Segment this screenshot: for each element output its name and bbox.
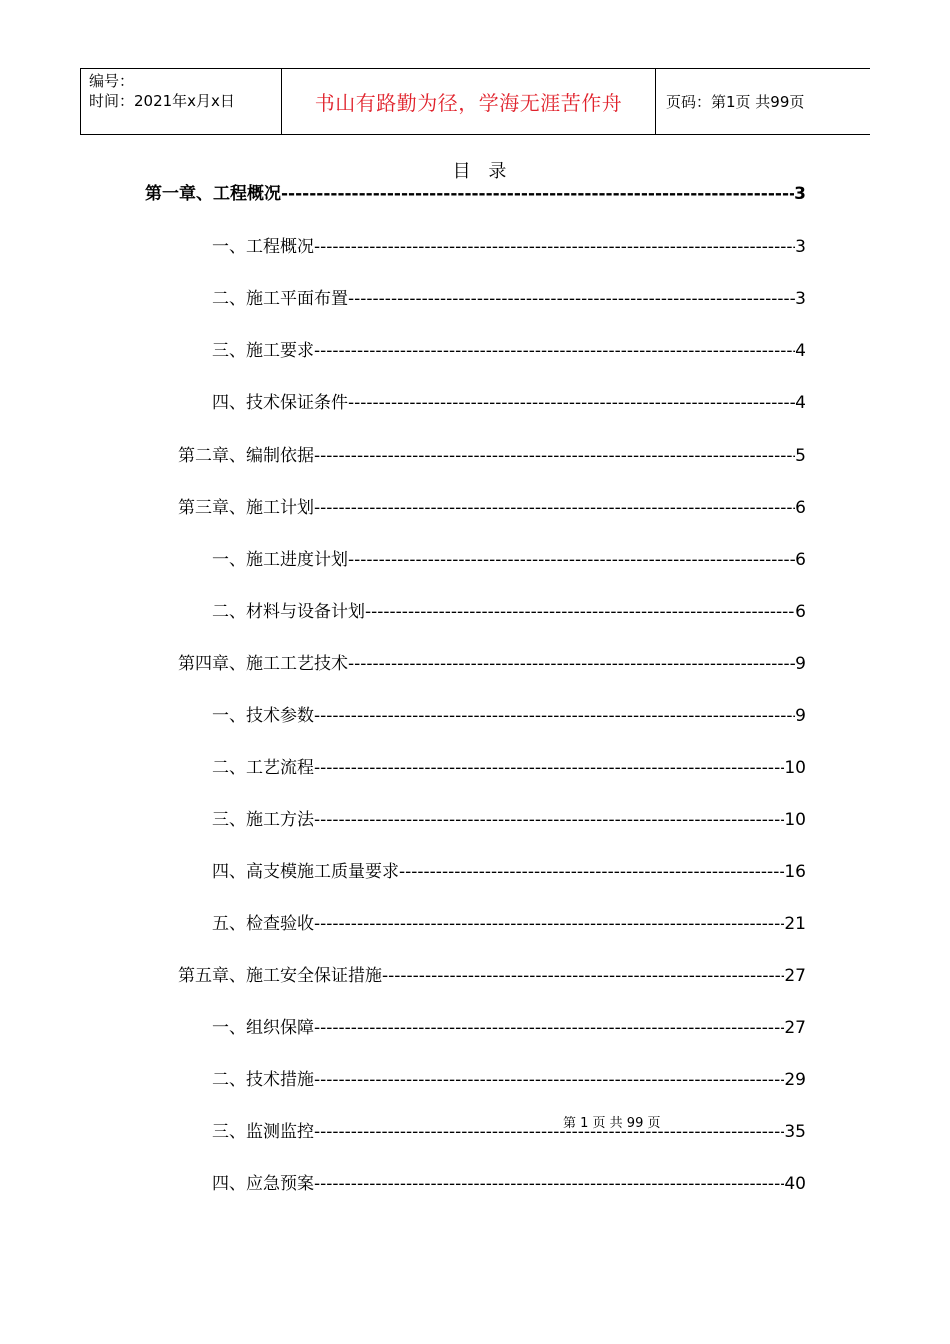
toc-entry-page: 3 xyxy=(795,237,806,257)
serial-label: 编号： xyxy=(89,72,135,90)
header-page-cell xyxy=(656,69,870,134)
toc-entry-page: 9 xyxy=(795,706,806,726)
toc-entry-section[interactable] xyxy=(212,1120,806,1144)
toc-entry-label: 三、施工要求 xyxy=(212,341,314,361)
toc-leader xyxy=(382,964,784,988)
toc-entry-section[interactable] xyxy=(212,1068,806,1092)
toc-entry-page: 10 xyxy=(784,758,806,778)
toc-leader xyxy=(314,339,795,363)
toc-entry-page: 4 xyxy=(795,341,806,361)
toc-entry-section[interactable] xyxy=(212,1016,806,1040)
toc-leader xyxy=(314,704,795,728)
toc-leader xyxy=(314,1172,784,1196)
toc-leader xyxy=(314,912,784,936)
toc-entry-chapter[interactable] xyxy=(178,496,806,520)
toc-entry-page: 16 xyxy=(784,862,806,882)
toc-entry-page: 27 xyxy=(784,1018,806,1038)
toc-leader xyxy=(281,182,794,206)
toc-entry-label: 四、技术保证条件 xyxy=(212,393,348,413)
toc-entry-label: 三、施工方法 xyxy=(212,810,314,830)
toc-leader xyxy=(314,1068,784,1092)
toc-entry-chapter[interactable] xyxy=(178,652,806,676)
toc-entry-page: 6 xyxy=(795,602,806,622)
toc-entry-label: 第四章、施工工艺技术 xyxy=(178,654,348,674)
toc-leader xyxy=(348,391,795,415)
toc-entry-label: 一、工程概况 xyxy=(212,237,314,257)
motto-text: 书山有路勤为径，学海无涯苦作舟 xyxy=(314,91,623,115)
toc-leader xyxy=(348,652,795,676)
toc-entry-page: 3 xyxy=(794,184,806,204)
toc-entry-page: 21 xyxy=(784,914,806,934)
toc-entry-section[interactable] xyxy=(212,912,806,936)
date-label: 时间：2021年x月x日 xyxy=(89,92,235,110)
toc-entry-label: 三、监测监控 xyxy=(212,1122,314,1142)
footer-page-number: 第 1 页 共 99 页 xyxy=(563,1116,661,1131)
toc-entry-section[interactable] xyxy=(212,287,806,311)
toc-leader xyxy=(348,287,795,311)
toc-entry-label: 一、组织保障 xyxy=(212,1018,314,1038)
toc-entry-section[interactable] xyxy=(212,808,806,832)
toc-entry-section[interactable] xyxy=(212,235,806,259)
toc-entry-section[interactable] xyxy=(212,860,806,884)
toc-entry-page: 40 xyxy=(784,1174,806,1194)
toc-entry-section[interactable] xyxy=(212,756,806,780)
toc-leader xyxy=(348,548,795,572)
toc-entry-page: 6 xyxy=(795,550,806,570)
toc-entry-label: 第五章、施工安全保证措施 xyxy=(178,966,382,986)
toc-entry-page: 9 xyxy=(795,654,806,674)
document-header xyxy=(80,68,870,135)
toc-entry-label: 四、应急预案 xyxy=(212,1174,314,1194)
toc-entry-label: 一、技术参数 xyxy=(212,706,314,726)
toc-entry-label: 第二章、编制依据 xyxy=(178,446,314,466)
toc-leader xyxy=(314,444,795,468)
toc-leader xyxy=(314,235,795,259)
toc-title: 目 录 xyxy=(452,161,513,182)
toc-leader xyxy=(314,808,784,832)
toc-entry-label: 四、高支模施工质量要求 xyxy=(212,862,399,882)
toc-entry-section[interactable] xyxy=(212,548,806,572)
toc-entry-label: 二、施工平面布置 xyxy=(212,289,348,309)
toc-entry-label: 第三章、施工计划 xyxy=(178,498,314,518)
toc-entry-section[interactable] xyxy=(212,704,806,728)
toc-entry-page: 35 xyxy=(784,1122,806,1142)
toc-entry-section[interactable] xyxy=(212,1172,806,1196)
toc-entry-label: 二、工艺流程 xyxy=(212,758,314,778)
toc-entry-label: 二、技术措施 xyxy=(212,1070,314,1090)
toc-leader xyxy=(314,496,795,520)
toc-leader xyxy=(314,756,784,780)
toc-entry-chapter[interactable] xyxy=(145,182,806,206)
toc-entry-page: 29 xyxy=(784,1070,806,1090)
header-meta-cell xyxy=(81,69,282,134)
toc-entry-page: 6 xyxy=(795,498,806,518)
header-motto-cell xyxy=(282,69,656,134)
toc-entry-page: 27 xyxy=(784,966,806,986)
toc-entry-page: 5 xyxy=(795,446,806,466)
toc-entry-page: 4 xyxy=(795,393,806,413)
toc-leader xyxy=(365,600,795,624)
toc-entry-section[interactable] xyxy=(212,600,806,624)
toc-entry-chapter[interactable] xyxy=(178,444,806,468)
toc-entry-page: 3 xyxy=(795,289,806,309)
toc-leader xyxy=(314,1120,784,1144)
toc-entry-page: 10 xyxy=(784,810,806,830)
toc-entry-label: 一、施工进度计划 xyxy=(212,550,348,570)
toc-leader xyxy=(314,1016,784,1040)
toc-entry-label: 第一章、工程概况 xyxy=(145,184,281,204)
toc-leader xyxy=(399,860,784,884)
toc-entry-label: 五、检查验收 xyxy=(212,914,314,934)
toc-entry-section[interactable] xyxy=(212,339,806,363)
toc-entry-section[interactable] xyxy=(212,391,806,415)
toc-entry-chapter[interactable] xyxy=(178,964,806,988)
toc-entry-label: 二、材料与设备计划 xyxy=(212,602,365,622)
page-info: 页码：第1页 共99页 xyxy=(666,93,805,111)
